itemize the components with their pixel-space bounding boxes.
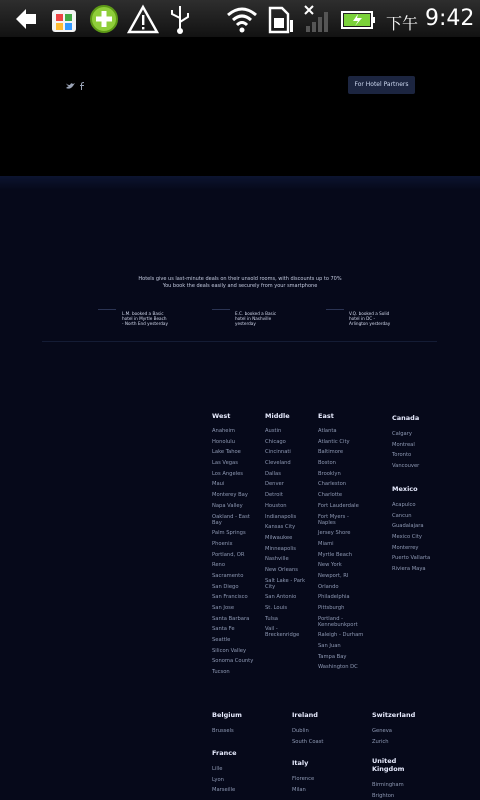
battery-icon — [340, 4, 376, 34]
city-link[interactable]: Orlando — [318, 583, 339, 590]
city-link[interactable]: New Orleans — [265, 566, 298, 573]
city-link[interactable]: Sonoma County — [212, 658, 254, 665]
city-link[interactable]: Florence — [292, 776, 315, 782]
city-link[interactable]: Acapulco — [392, 502, 416, 508]
city-link[interactable]: Charleston — [318, 481, 347, 488]
city-link[interactable]: Santa Barbara — [212, 615, 250, 622]
city-link[interactable]: Brighton — [372, 792, 395, 799]
city-list — [292, 728, 352, 745]
city-link[interactable]: Raleigh - Durham — [318, 632, 364, 639]
country-title: Switzerland — [372, 711, 416, 719]
city-link[interactable]: Vancouver — [392, 463, 420, 470]
country-title: Ireland — [292, 711, 318, 719]
city-link[interactable]: San Diego — [212, 583, 239, 590]
facebook-icon[interactable] — [79, 82, 85, 90]
country-united-kingdom — [372, 757, 422, 800]
city-link[interactable]: Denver — [265, 481, 284, 488]
city-link[interactable]: Atlanta — [318, 428, 337, 434]
city-link[interactable]: Honolulu — [212, 438, 235, 445]
city-list — [212, 728, 272, 734]
country-title: Belgium — [212, 711, 242, 719]
city-list — [265, 428, 313, 638]
header-shadow — [0, 176, 480, 190]
back-icon[interactable] — [10, 4, 42, 34]
city-link[interactable]: Detroit — [265, 492, 283, 499]
city-link[interactable]: Lake Tahoe — [212, 449, 241, 456]
city-link[interactable]: Santa Fe — [212, 626, 235, 633]
city-link[interactable]: Geneva — [372, 728, 392, 734]
testimonial-divider — [98, 309, 116, 310]
city-link[interactable]: St. Louis — [265, 605, 288, 611]
testimonial-1: L.M. booked a Basic hotel in Myrtle Beach - North End yesterday — [122, 311, 168, 326]
city-list — [372, 728, 432, 745]
city-link[interactable]: Calgary — [392, 431, 412, 437]
social-links — [66, 82, 85, 92]
city-link[interactable]: Maui — [212, 481, 225, 488]
city-link[interactable]: Baltimore — [318, 449, 344, 456]
city-link[interactable]: Atlantic City — [318, 438, 350, 445]
city-link[interactable]: Nashville — [265, 556, 289, 563]
page-header — [0, 38, 480, 176]
country-italy — [292, 759, 352, 797]
city-link[interactable]: Dallas — [265, 470, 281, 477]
country-canada — [392, 414, 452, 474]
city-link[interactable]: Zurich — [372, 738, 389, 745]
city-link[interactable]: Las Vegas — [212, 460, 238, 467]
country-france — [212, 749, 272, 798]
region-east — [318, 412, 366, 675]
city-link[interactable]: Tucson — [212, 669, 230, 676]
city-link[interactable]: Silicon Valley — [212, 647, 247, 654]
city-list — [212, 766, 272, 793]
city-link[interactable]: Charlotte — [318, 492, 343, 499]
city-link[interactable]: Fort Myers - Naples — [318, 513, 349, 526]
city-link[interactable]: San Francisco — [212, 594, 248, 601]
city-link[interactable]: Myrtle Beach — [318, 551, 353, 558]
testimonial-2: E.C. booked a Basic hotel in Nashville yesterday — [235, 311, 277, 326]
city-link[interactable]: Toronto — [392, 452, 412, 459]
region-title: East — [318, 412, 334, 420]
city-link[interactable]: Brussels — [212, 728, 234, 734]
country-belgium — [212, 711, 272, 739]
wifi-icon — [226, 4, 258, 34]
country-title: United Kingdom — [372, 757, 405, 773]
city-link[interactable]: Phoenix — [212, 540, 233, 547]
city-link[interactable]: Fort Lauderdale — [318, 502, 359, 509]
city-link[interactable]: Guadalajara — [392, 523, 424, 530]
city-link[interactable]: San Juan — [318, 643, 341, 650]
testimonial-3: V.Q. booked a Solid hotel in DC - Arlington yesterday — [349, 311, 391, 326]
country-title: Canada — [392, 414, 420, 422]
city-list — [372, 782, 422, 799]
usb-icon — [164, 4, 196, 34]
city-link[interactable]: Kansas City — [265, 524, 296, 531]
city-link[interactable]: Pittsburgh — [318, 605, 345, 611]
tagline-line-1: Hotels give us last-minute deals on their unsold rooms, with discounts up to 70% — [138, 276, 342, 282]
country-mexico — [392, 485, 452, 577]
country-switzerland — [372, 711, 432, 749]
country-title: Italy — [292, 759, 309, 767]
city-link[interactable]: San Antonio — [265, 594, 297, 601]
city-link[interactable]: Marseille — [212, 787, 236, 794]
region-middle — [265, 412, 313, 643]
city-link[interactable]: Houston — [265, 502, 287, 509]
city-list — [212, 428, 260, 675]
city-link[interactable]: Milan — [292, 786, 306, 793]
testimonial-divider — [326, 309, 344, 310]
app-store-icon[interactable] — [48, 4, 80, 34]
region-title: Middle — [265, 412, 290, 420]
warning-icon — [127, 4, 159, 34]
city-link[interactable]: Cleveland — [265, 460, 291, 467]
status-am-pm: 下午 — [386, 14, 419, 33]
city-link[interactable]: Portland, OR — [212, 551, 245, 558]
country-ireland — [292, 711, 352, 749]
add-app-icon[interactable] — [88, 4, 120, 34]
city-link[interactable]: Austin — [265, 428, 282, 434]
city-link[interactable]: Tulsa — [265, 615, 278, 622]
city-list — [392, 502, 452, 572]
city-link[interactable]: South Coast — [292, 738, 324, 745]
section-divider — [42, 341, 437, 342]
status-bar — [0, 0, 480, 38]
city-link[interactable]: Mexico City — [392, 534, 422, 541]
city-link[interactable]: Milwaukee — [265, 534, 293, 541]
city-link[interactable]: Birmingham — [372, 782, 404, 788]
city-link[interactable]: Dublin — [292, 728, 309, 734]
city-list — [392, 431, 452, 469]
city-link[interactable]: Oakland - East Bay — [212, 513, 250, 526]
tagline-line-2: You book the deals easily and securely from your smartphone — [162, 283, 318, 289]
city-link[interactable]: Vail - Breckenridge — [265, 626, 300, 639]
city-link[interactable]: Los Angeles — [212, 470, 243, 477]
city-link[interactable]: Lille — [212, 766, 223, 772]
city-link[interactable]: Palm Springs — [212, 530, 246, 537]
city-link[interactable]: Montreal — [392, 441, 415, 448]
city-link[interactable]: San Jose — [212, 605, 235, 611]
hotel-partners-button[interactable]: For Hotel Partners — [348, 76, 415, 94]
city-link[interactable]: Boston — [318, 460, 336, 467]
city-link[interactable]: Minneapolis — [265, 545, 296, 552]
city-link[interactable]: Anaheim — [212, 428, 235, 434]
city-link[interactable]: Riviera Maya — [392, 566, 426, 573]
city-link[interactable]: Jersey Shore — [318, 530, 351, 537]
city-link[interactable]: Puerto Vallarta — [392, 555, 431, 562]
city-link[interactable]: Portland - Kennebunkport — [318, 615, 358, 628]
city-link[interactable]: Chicago — [265, 438, 286, 445]
city-link[interactable]: New York — [318, 562, 342, 569]
city-link[interactable]: Philadelphia — [318, 594, 350, 601]
city-list — [292, 776, 352, 793]
city-link[interactable]: Sacramento — [212, 572, 244, 579]
city-list — [318, 428, 366, 670]
city-link[interactable]: Salt Lake - Park City — [265, 577, 306, 590]
testimonial-divider — [212, 309, 230, 310]
signal-icon — [300, 4, 332, 34]
region-title: West — [212, 412, 231, 420]
city-link[interactable]: Monterrey — [392, 544, 419, 551]
region-west — [212, 412, 260, 680]
city-link[interactable]: Seattle — [212, 637, 231, 644]
city-link[interactable]: Reno — [212, 562, 226, 569]
city-link[interactable]: Indianapolis — [265, 513, 297, 520]
city-link[interactable]: Monterey Bay — [212, 492, 248, 499]
country-title: Mexico — [392, 485, 418, 493]
city-link[interactable]: Brooklyn — [318, 470, 341, 477]
city-link[interactable]: Cincinnati — [265, 449, 291, 456]
sim-icon — [266, 4, 298, 34]
country-title: France — [212, 749, 237, 757]
city-link[interactable]: Miami — [318, 540, 334, 547]
city-link[interactable]: Cancun — [392, 512, 412, 519]
city-link[interactable]: Napa Valley — [212, 502, 243, 509]
city-link[interactable]: Newport, RI — [318, 572, 349, 579]
city-link[interactable]: Lyon — [212, 776, 224, 783]
city-link[interactable]: Tampa Bay — [318, 653, 347, 660]
twitter-icon[interactable] — [66, 82, 76, 90]
city-link[interactable]: Washington DC — [318, 664, 358, 671]
status-clock: 9:42 — [425, 6, 475, 31]
